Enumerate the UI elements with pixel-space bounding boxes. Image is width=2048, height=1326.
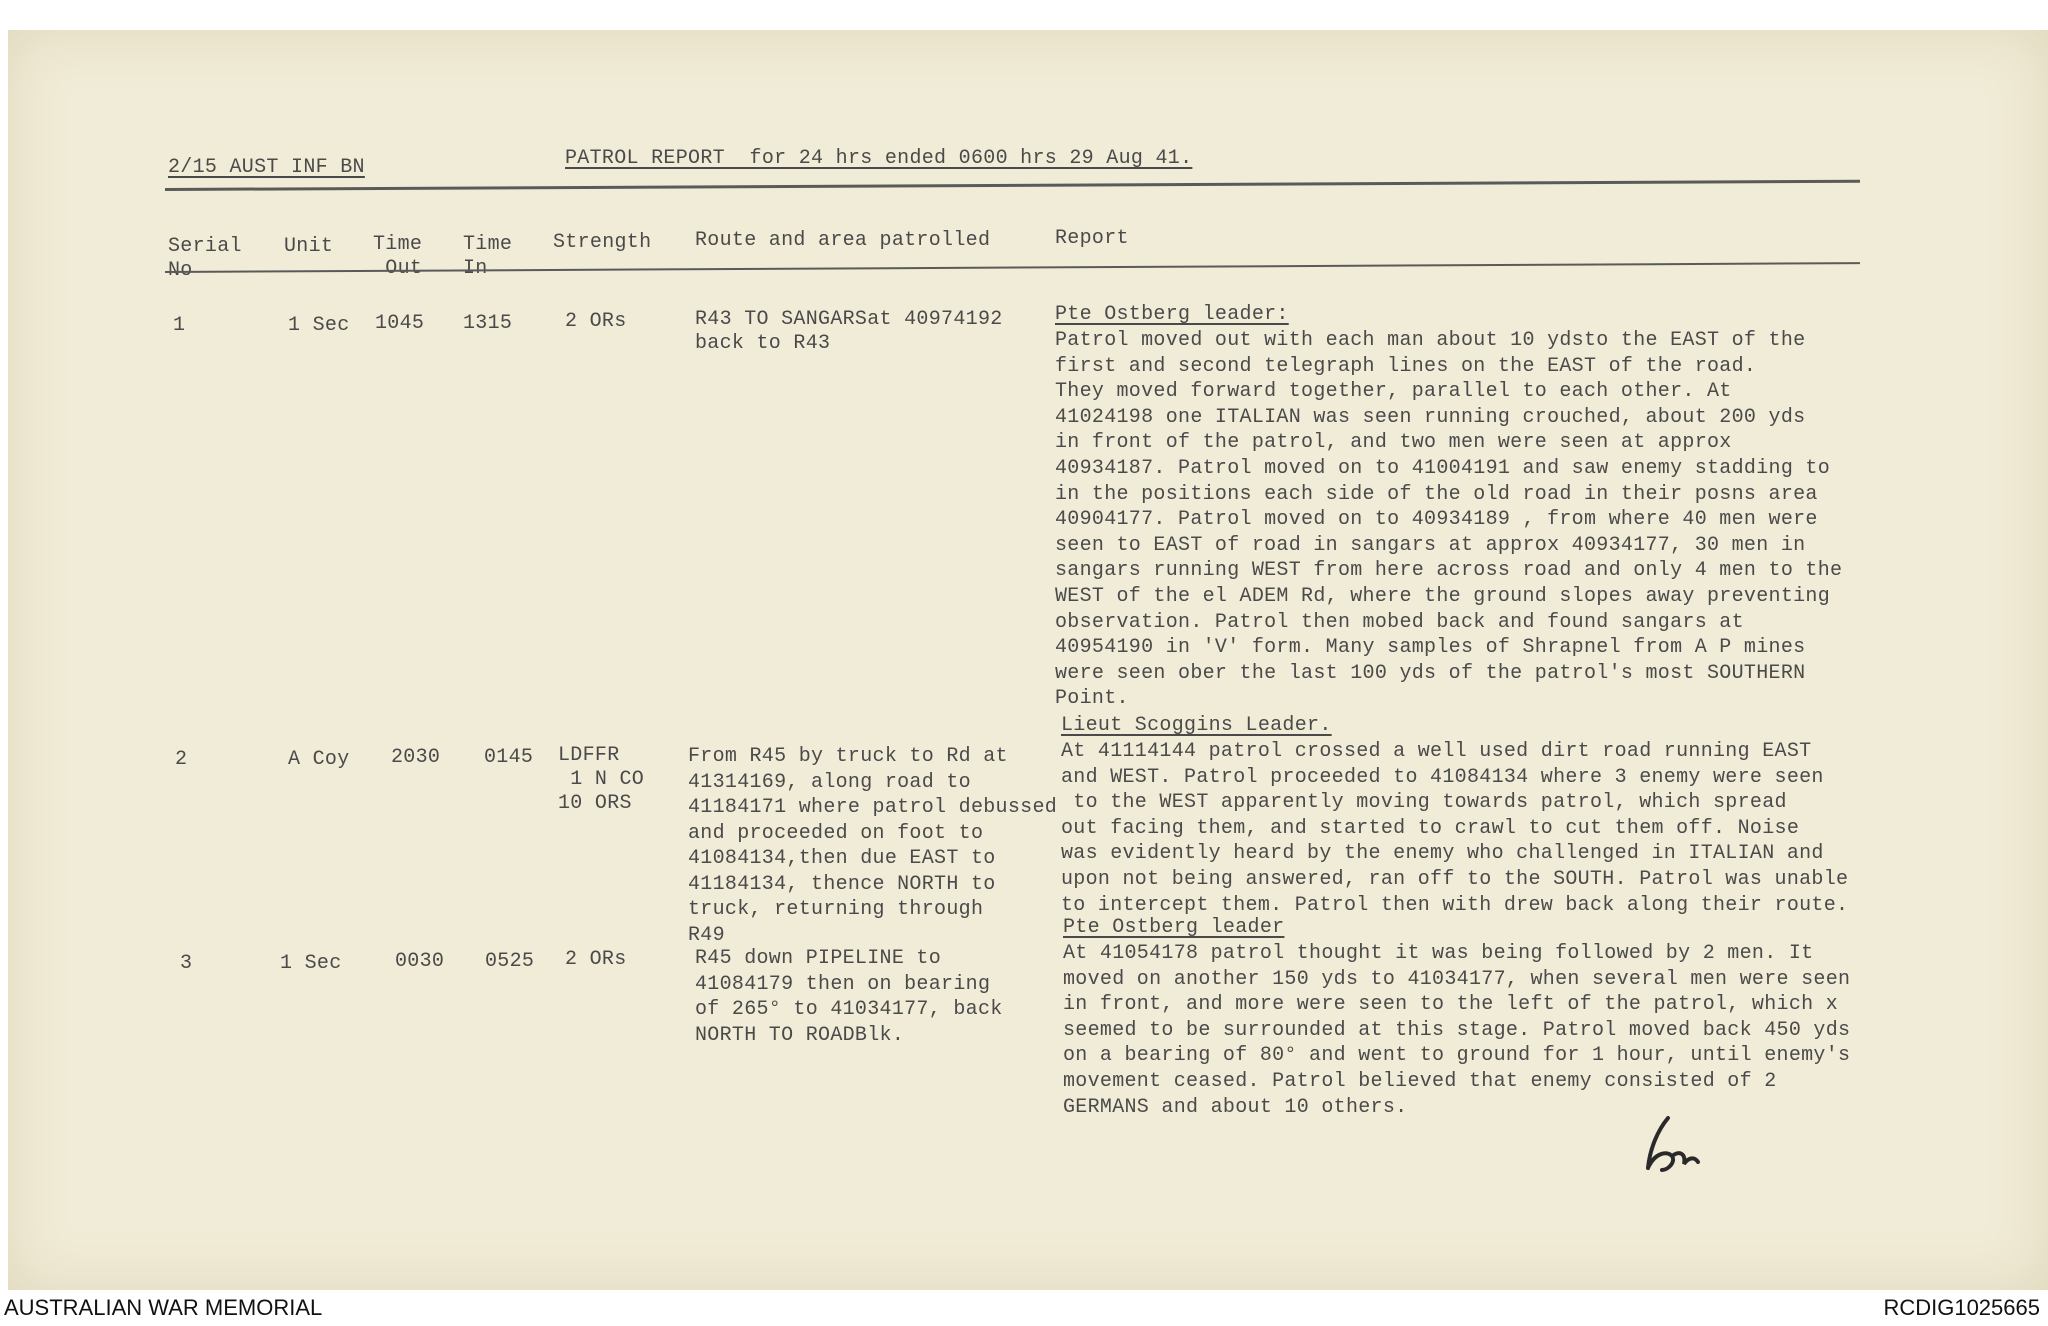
col-time-in: Time	[463, 233, 513, 256]
row3-leader	[1063, 915, 1284, 941]
row2-leader	[1061, 713, 1332, 739]
row3-strength: 2 ORs	[565, 948, 627, 971]
row2-report: At 41114144 patrol crossed a well used dirt road running EAST and WEST. Patrol proceeded to 41084134 where 3 enemy were seen to the WEST apparently moving towards patrol, which spread out facing them, and started to crawl to cut them off. Noise was evidently heard by the enemy who challenged in ITALIAN and upon not being answered, ran off to the SOUTH. Patrol was unable to intercept them. Patrol then with drew back along their route.	[1061, 740, 1849, 917]
row3-time-in: 0525	[485, 950, 535, 973]
col-time-out: Time Out	[373, 233, 423, 280]
header-rule	[165, 180, 1860, 191]
row3-unit: 1 Sec	[280, 952, 342, 975]
row1-unit: 1 Sec	[288, 314, 350, 337]
row2-leader-text: Lieut Scoggins Leader.	[1061, 714, 1332, 737]
row3-report: At 41054178 patrol thought it was being followed by 2 men. It moved on another 150 yds to 41034177, when several men were seen in front, and more were seen to the left of the patrol, which x seemed to be surrounded at this stage. Patrol moved back 450 yds on a bearing of 80° and went to ground for 1 hour, until enemy's movement ceased. Patrol believed that enemy consisted of 2 GERMANS and about 10 others.	[1063, 942, 1851, 1119]
row1-route: R43 TO SANGARSat 40974192 back to R43	[695, 308, 1003, 355]
row2-time-out: 2030	[391, 746, 441, 769]
col-unit: Unit	[284, 235, 334, 258]
row1-strength: 2 ORs	[565, 310, 627, 333]
row1-leader-text: Pte Ostberg leader:	[1055, 303, 1289, 326]
row1-time-out: 1045	[375, 312, 425, 335]
document-paper	[8, 30, 2048, 1290]
row1-time-in: 1315	[463, 312, 513, 335]
row3-time-out: 0030	[395, 950, 445, 973]
unit-heading: 2/15 AUST INF BN	[168, 156, 365, 179]
col-report: Report	[1055, 227, 1129, 250]
row2-time-in: 0145	[484, 746, 534, 769]
row2-route: From R45 by truck to Rd at 41314169, along road to 41184171 where patrol debussed and proceeded on foot to 41084134,then due EAST to 41184134, thence NORTH to truck, returning through R49	[688, 745, 1058, 947]
row1-leader	[1055, 302, 1289, 328]
row2-unit: A Coy	[288, 748, 350, 771]
col-strength: Strength	[553, 231, 652, 254]
report-title: PATROL REPORT for 24 hrs ended 0600 hrs 29 Aug 41.	[565, 147, 1193, 170]
row1-serial: 1	[173, 314, 186, 337]
row1-report: Patrol moved out with each man about 10 ydsto the EAST of the first and second telegraph lines on the EAST of the road. They moved forward together, parallel to each other. At 41024198 one ITALIAN was seen running crouched, about 200 yds in front of the patrol, and two men were seen at approx 40934187. Patrol moved on to 41004191 and saw enemy stadding to in the positions each side of the old road in their posns area 40904177. Patrol moved on to 40934189 , from where 40 men were seen to EAST of road in sangars at approx 40934177, 30 men in sangars running WEST from here across road and only 4 men to the WEST of the el ADEM Rd, where the ground slopes away preventing observation. Patrol then mobed back and found sangars at 40954190 in 'V' form. Many samples of Shrapnel from A P mines were seen ober the last 100 yds of the patrol's most SOUTHERN Point.	[1055, 329, 1843, 711]
row3-route: R45 down PIPELINE to 41084179 then on bearing of 265° to 41034177, back NORTH TO ROADBlk.	[695, 947, 1003, 1047]
handwritten-initials	[1628, 1110, 1718, 1190]
col-serial: Serial No	[168, 235, 242, 282]
footer-catalogue-id: RCDIG1025665	[1883, 1295, 2040, 1320]
row2-serial: 2	[175, 748, 188, 771]
row3-leader-text: Pte Ostberg leader	[1063, 916, 1285, 939]
row3-serial: 3	[180, 952, 193, 975]
footer-institution: AUSTRALIAN WAR MEMORIAL	[4, 1295, 323, 1320]
row2-strength: LDFFR 1 N CO 10 ORS	[558, 744, 645, 815]
col-route: Route and area patrolled	[695, 229, 991, 252]
